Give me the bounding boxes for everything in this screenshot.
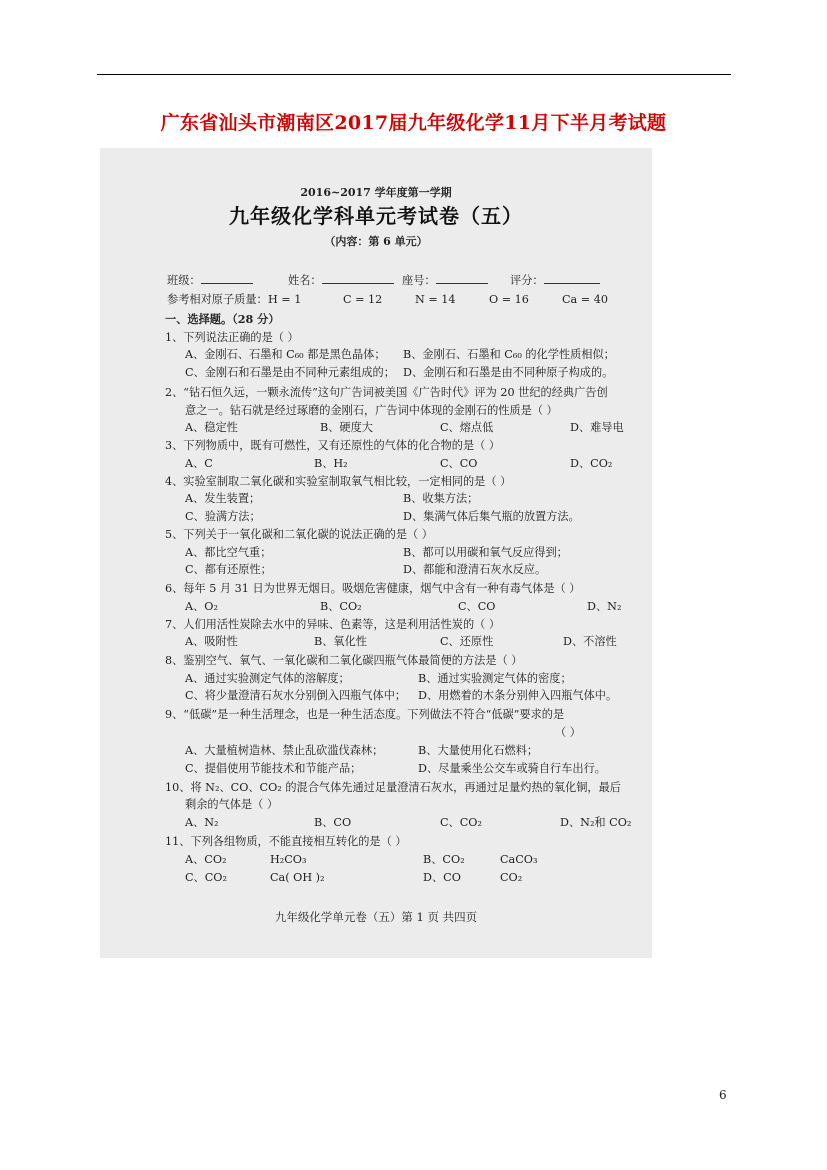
atomic-mass-c: C = 12	[343, 293, 383, 306]
question-2-option-a: A、稳定性	[185, 421, 238, 434]
question-6-stem: 6、每年 5 月 31 日为世界无烟日。吸烟危害健康，烟气中含有一种有毒气体是（ ）	[165, 582, 581, 595]
atomic-mass-h: H = 1	[268, 293, 302, 306]
question-9-option-b: B、大量使用化石燃料；	[418, 744, 539, 757]
question-4-option-a: A、发生装置；	[185, 492, 261, 505]
seat-field: 座号：	[402, 273, 488, 288]
question-10-option-d: D、N₂和 CO₂	[560, 816, 632, 829]
question-5-option-b: B、都可以用碳和氧气反应得到；	[403, 546, 568, 559]
question-9-option-a: A、大量植树造林、禁止乱砍滥伐森林；	[185, 744, 384, 757]
question-9-answer-paren: （ ）	[555, 726, 581, 739]
question-11-option-a-left: A、CO₂	[185, 853, 227, 866]
question-6-option-a: A、O₂	[185, 600, 218, 613]
question-5-option-d: D、都能和澄清石灰水反应。	[403, 563, 547, 576]
question-3-option-b: B、H₂	[314, 457, 348, 470]
question-11-option-c-left: C、CO₂	[185, 871, 227, 884]
question-2-stem-line-2: 意之一。钻石就是经过琢磨的金刚石，广告词中体现的金刚石的性质是（ ）	[185, 404, 558, 417]
question-2-option-d: D、难导电	[570, 421, 624, 434]
header-rule	[97, 74, 731, 75]
question-3-option-c: C、CO	[440, 457, 478, 470]
class-field: 班级：	[167, 273, 253, 288]
question-4-option-d: D、集满气体后集气瓶的放置方法。	[403, 510, 580, 523]
question-10-stem-line-1: 10、将 N₂、CO、CO₂ 的混合气体先通过足量澄清石灰水，再通过足量灼热的氧化铜，最后	[165, 781, 621, 794]
question-7-stem: 7、人们用活性炭除去水中的异味、色素等，这是利用活性炭的（ ）	[165, 618, 501, 631]
question-2-option-b: B、硬度大	[320, 421, 373, 434]
question-11-option-c-right: Ca( OH )₂	[270, 871, 325, 884]
question-10-option-c: C、CO₂	[440, 816, 482, 829]
question-10-option-a: A、N₂	[185, 816, 219, 829]
score-field: 评分：	[510, 273, 600, 288]
atomic-mass-ca: Ca = 40	[562, 293, 608, 306]
exam-scope: （内容：第 6 单元）	[324, 235, 428, 248]
question-9-option-c: C、提倡使用节能技术和节能产品；	[185, 762, 362, 775]
page-number: 6	[719, 1088, 727, 1102]
question-5-stem: 5、下列关于一氧化碳和二氧化碳的说法正确的是（ ）	[165, 528, 433, 541]
question-3-stem: 3、下列物质中，既有可燃性，又有还原性的气体的化合物的是（ ）	[165, 439, 501, 452]
question-7-option-c: C、还原性	[440, 635, 494, 648]
name-field: 姓名：	[288, 273, 394, 288]
atomic-mass-o: O = 16	[489, 293, 529, 306]
exam-title: 九年级化学科单元考试卷（五）	[229, 204, 523, 228]
question-1-option-d: D、金刚石和石墨是由不同种原子构成的。	[403, 366, 614, 379]
atomic-mass-n: N = 14	[415, 293, 456, 306]
question-11-option-b-right: CaCO₃	[500, 853, 538, 866]
question-6-option-b: B、CO₂	[320, 600, 362, 613]
question-11-stem: 11、下列各组物质，不能直接相互转化的是（ ）	[165, 835, 407, 848]
question-7-option-d: D、不溶性	[563, 635, 617, 648]
question-3-option-a: A、C	[185, 457, 213, 470]
question-3-option-d: D、CO₂	[570, 457, 613, 470]
question-10-option-b: B、CO	[314, 816, 352, 829]
question-9-option-d: D、尽量乘坐公交车或骑自行车出行。	[418, 762, 606, 775]
question-9-stem: 9、“低碳”是一种生活理念，也是一种生活态度。下列做法不符合“低碳”要求的是	[165, 708, 565, 721]
question-2-option-c: C、熔点低	[440, 421, 494, 434]
exam-page-footer: 九年级化学单元卷（五）第 1 页 共四页	[274, 910, 478, 924]
question-1-option-c: C、金刚石和石墨是由不同种元素组成的；	[185, 366, 395, 379]
question-2-stem-line-1: 2、“钻石恒久远，一颗永流传”这句广告词被美国《广告时代》评为 20 世纪的经典广告创	[165, 386, 608, 399]
question-8-option-a: A、通过实验测定气体的溶解度；	[185, 672, 350, 685]
question-4-option-b: B、收集方法；	[403, 492, 479, 505]
question-5-option-a: A、都比空气重；	[185, 546, 272, 559]
question-1-option-a: A、金刚石、石墨和 C₆₀ 都是黑色晶体；	[185, 348, 386, 361]
question-11-option-b-left: B、CO₂	[423, 853, 465, 866]
question-6-option-c: C、CO	[458, 600, 496, 613]
question-11-option-d-left: D、CO	[423, 871, 461, 884]
question-7-option-b: B、氧化性	[314, 635, 367, 648]
question-7-option-a: A、吸附性	[185, 635, 238, 648]
question-8-option-b: B、通过实验测定气体的密度；	[418, 672, 572, 685]
question-6-option-d: D、N₂	[587, 600, 622, 613]
section-choice-heading: 一、选择题。（28 分）	[165, 312, 280, 326]
question-1-option-b: B、金刚石、石墨和 C₆₀ 的化学性质相似；	[403, 348, 615, 361]
question-4-option-c: C、验满方法；	[185, 510, 261, 523]
question-10-stem-line-2: 剩余的气体是（ ）	[185, 798, 279, 811]
question-5-option-c: C、都有还原性；	[185, 563, 272, 576]
document-title: 广东省汕头市潮南区2017届九年级化学11月下半月考试题	[160, 112, 667, 134]
scanned-exam-page	[100, 148, 652, 958]
question-11-option-d-right: CO₂	[500, 871, 523, 884]
question-1-stem: 1、下列说法正确的是（ ）	[165, 331, 299, 344]
atomic-mass-label: 参考相对原子质量：	[167, 293, 268, 306]
exam-semester: 2016~2017 学年度第一学期	[300, 186, 452, 199]
question-8-option-c: C、将少量澄清石灰水分别倒入四瓶气体中；	[185, 689, 407, 702]
question-11-option-a-right: H₂CO₃	[270, 853, 307, 866]
question-8-stem: 8、鉴别空气、氧气、一氧化碳和二氧化碳四瓶气体最简便的方法是（ ）	[165, 654, 523, 667]
question-4-stem: 4、实验室制取二氧化碳和实验室制取氧气相比较，一定相同的是（ ）	[165, 475, 512, 488]
question-8-option-d: D、用燃着的木条分别伸入四瓶气体中。	[418, 689, 618, 702]
